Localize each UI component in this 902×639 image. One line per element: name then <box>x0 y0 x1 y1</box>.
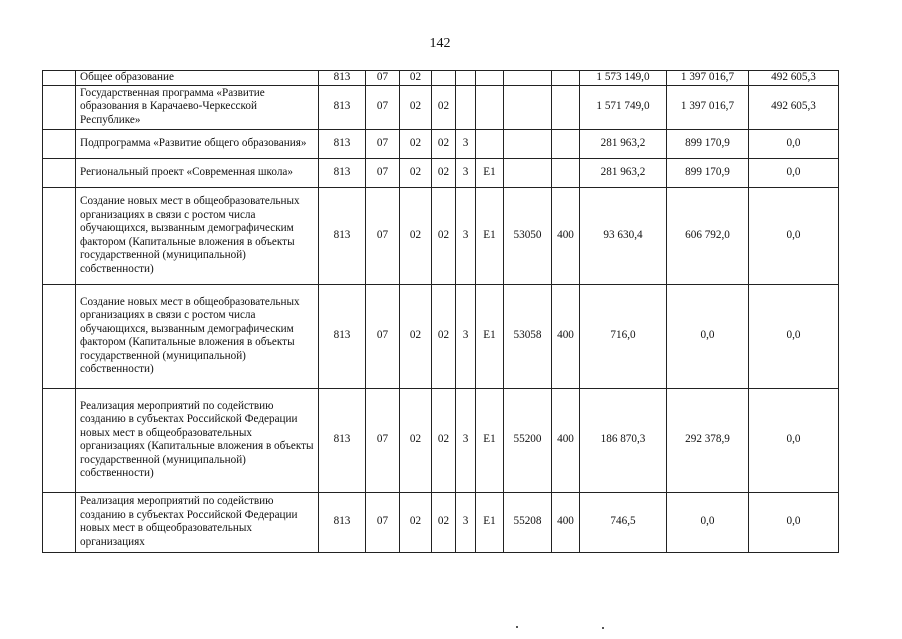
code-section: 07 <box>366 158 400 187</box>
code-direction <box>504 71 552 86</box>
row-number-cell <box>43 129 76 158</box>
code-expense-type <box>552 129 580 158</box>
code-subprogram: 3 <box>456 129 476 158</box>
code-grbs: 813 <box>319 71 366 86</box>
code-program: 02 <box>432 158 456 187</box>
table-row <box>43 388 839 492</box>
code-direction: 55200 <box>504 388 552 492</box>
row-name: Государственная программа «Развитие образования в Карачаево-Черкесской Республике» <box>76 85 319 129</box>
amount-year-2: 0,0 <box>667 492 749 552</box>
code-grbs: 813 <box>319 187 366 284</box>
row-name: Реализация мероприятий по содействию созданию в субъектах Российской Федерации новых мест в общеобразовательных организациях (Капитальные вложения в объекты государственной (муниципальной) собственности) <box>76 388 319 492</box>
code-project: Е1 <box>476 492 504 552</box>
code-expense-type <box>552 85 580 129</box>
code-grbs: 813 <box>319 85 366 129</box>
code-program <box>432 71 456 86</box>
code-subprogram: 3 <box>456 187 476 284</box>
code-grbs: 813 <box>319 129 366 158</box>
code-subprogram: 3 <box>456 158 476 187</box>
row-name: Подпрограмма «Развитие общего образования» <box>76 129 319 158</box>
code-program: 02 <box>432 284 456 388</box>
row-name: Региональный проект «Современная школа» <box>76 158 319 187</box>
code-subsection: 02 <box>400 129 432 158</box>
code-expense-type <box>552 71 580 86</box>
amount-year-2: 1 397 016,7 <box>667 85 749 129</box>
page-number: 142 <box>429 36 451 51</box>
budget-table <box>42 70 839 553</box>
amount-year-3: 492 605,3 <box>749 71 839 86</box>
amount-year-3: 0,0 <box>749 388 839 492</box>
code-section: 07 <box>366 187 400 284</box>
code-subsection: 02 <box>400 71 432 86</box>
amount-year-1: 281 963,2 <box>580 129 667 158</box>
code-grbs: 813 <box>319 492 366 552</box>
amount-year-3: 0,0 <box>749 158 839 187</box>
table-row <box>43 158 839 187</box>
row-name: Реализация мероприятий по содействию созданию в субъектах Российской Федерации новых мест в общеобразовательных организациях <box>76 492 319 552</box>
code-project: Е1 <box>476 284 504 388</box>
code-expense-type: 400 <box>552 187 580 284</box>
code-project <box>476 85 504 129</box>
code-program: 02 <box>432 85 456 129</box>
code-program: 02 <box>432 187 456 284</box>
table-row <box>43 187 839 284</box>
amount-year-1: 93 630,4 <box>580 187 667 284</box>
amount-year-2: 1 397 016,7 <box>667 71 749 86</box>
row-number-cell <box>43 492 76 552</box>
row-name: Создание новых мест в общеобразовательных организациях в связи с ростом числа обучающихся, вызванным демографическим фактором (Капитальные вложения в объекты государственной (муниципальной) собственности) <box>76 187 319 284</box>
amount-year-2: 899 170,9 <box>667 158 749 187</box>
code-expense-type: 400 <box>552 492 580 552</box>
amount-year-3: 0,0 <box>749 129 839 158</box>
row-name: Создание новых мест в общеобразовательных организациях в связи с ростом числа обучающихся, вызванным демографическим фактором (Капитальные вложения в объекты государственной (муниципальной) собственности) <box>76 284 319 388</box>
amount-year-3: 0,0 <box>749 187 839 284</box>
code-direction: 53058 <box>504 284 552 388</box>
code-subprogram <box>456 71 476 86</box>
code-direction <box>504 129 552 158</box>
code-subprogram <box>456 85 476 129</box>
code-program: 02 <box>432 388 456 492</box>
code-section: 07 <box>366 388 400 492</box>
code-subsection: 02 <box>400 187 432 284</box>
code-expense-type: 400 <box>552 388 580 492</box>
scan-speck <box>516 626 518 628</box>
row-name: Общее образование <box>76 71 319 86</box>
table-row <box>43 85 839 129</box>
amount-year-1: 186 870,3 <box>580 388 667 492</box>
row-number-cell <box>43 158 76 187</box>
code-subprogram: 3 <box>456 388 476 492</box>
amount-year-1: 716,0 <box>580 284 667 388</box>
amount-year-2: 606 792,0 <box>667 187 749 284</box>
code-section: 07 <box>366 85 400 129</box>
row-number-cell <box>43 187 76 284</box>
amount-year-2: 292 378,9 <box>667 388 749 492</box>
scan-speck <box>602 627 604 629</box>
code-grbs: 813 <box>319 284 366 388</box>
amount-year-1: 1 573 149,0 <box>580 71 667 86</box>
row-number-cell <box>43 388 76 492</box>
amount-year-1: 281 963,2 <box>580 158 667 187</box>
code-section: 07 <box>366 492 400 552</box>
code-program: 02 <box>432 492 456 552</box>
code-direction: 55208 <box>504 492 552 552</box>
code-project: Е1 <box>476 158 504 187</box>
code-expense-type: 400 <box>552 284 580 388</box>
table-row <box>43 284 839 388</box>
code-section: 07 <box>366 71 400 86</box>
code-project: Е1 <box>476 388 504 492</box>
row-number-cell <box>43 85 76 129</box>
table-row <box>43 129 839 158</box>
code-subsection: 02 <box>400 388 432 492</box>
table-row <box>43 492 839 552</box>
code-subprogram: 3 <box>456 284 476 388</box>
amount-year-1: 1 571 749,0 <box>580 85 667 129</box>
code-section: 07 <box>366 129 400 158</box>
code-subsection: 02 <box>400 492 432 552</box>
code-expense-type <box>552 158 580 187</box>
code-project <box>476 71 504 86</box>
amount-year-3: 0,0 <box>749 492 839 552</box>
code-subsection: 02 <box>400 284 432 388</box>
amount-year-2: 0,0 <box>667 284 749 388</box>
code-section: 07 <box>366 284 400 388</box>
code-grbs: 813 <box>319 158 366 187</box>
code-direction: 53050 <box>504 187 552 284</box>
code-grbs: 813 <box>319 388 366 492</box>
code-subsection: 02 <box>400 158 432 187</box>
row-number-cell <box>43 71 76 86</box>
row-number-cell <box>43 284 76 388</box>
code-project: Е1 <box>476 187 504 284</box>
code-direction <box>504 85 552 129</box>
code-project <box>476 129 504 158</box>
code-program: 02 <box>432 129 456 158</box>
code-subsection: 02 <box>400 85 432 129</box>
amount-year-1: 746,5 <box>580 492 667 552</box>
code-direction <box>504 158 552 187</box>
code-subprogram: 3 <box>456 492 476 552</box>
table-row <box>43 71 839 86</box>
amount-year-3: 492 605,3 <box>749 85 839 129</box>
amount-year-2: 899 170,9 <box>667 129 749 158</box>
amount-year-3: 0,0 <box>749 284 839 388</box>
